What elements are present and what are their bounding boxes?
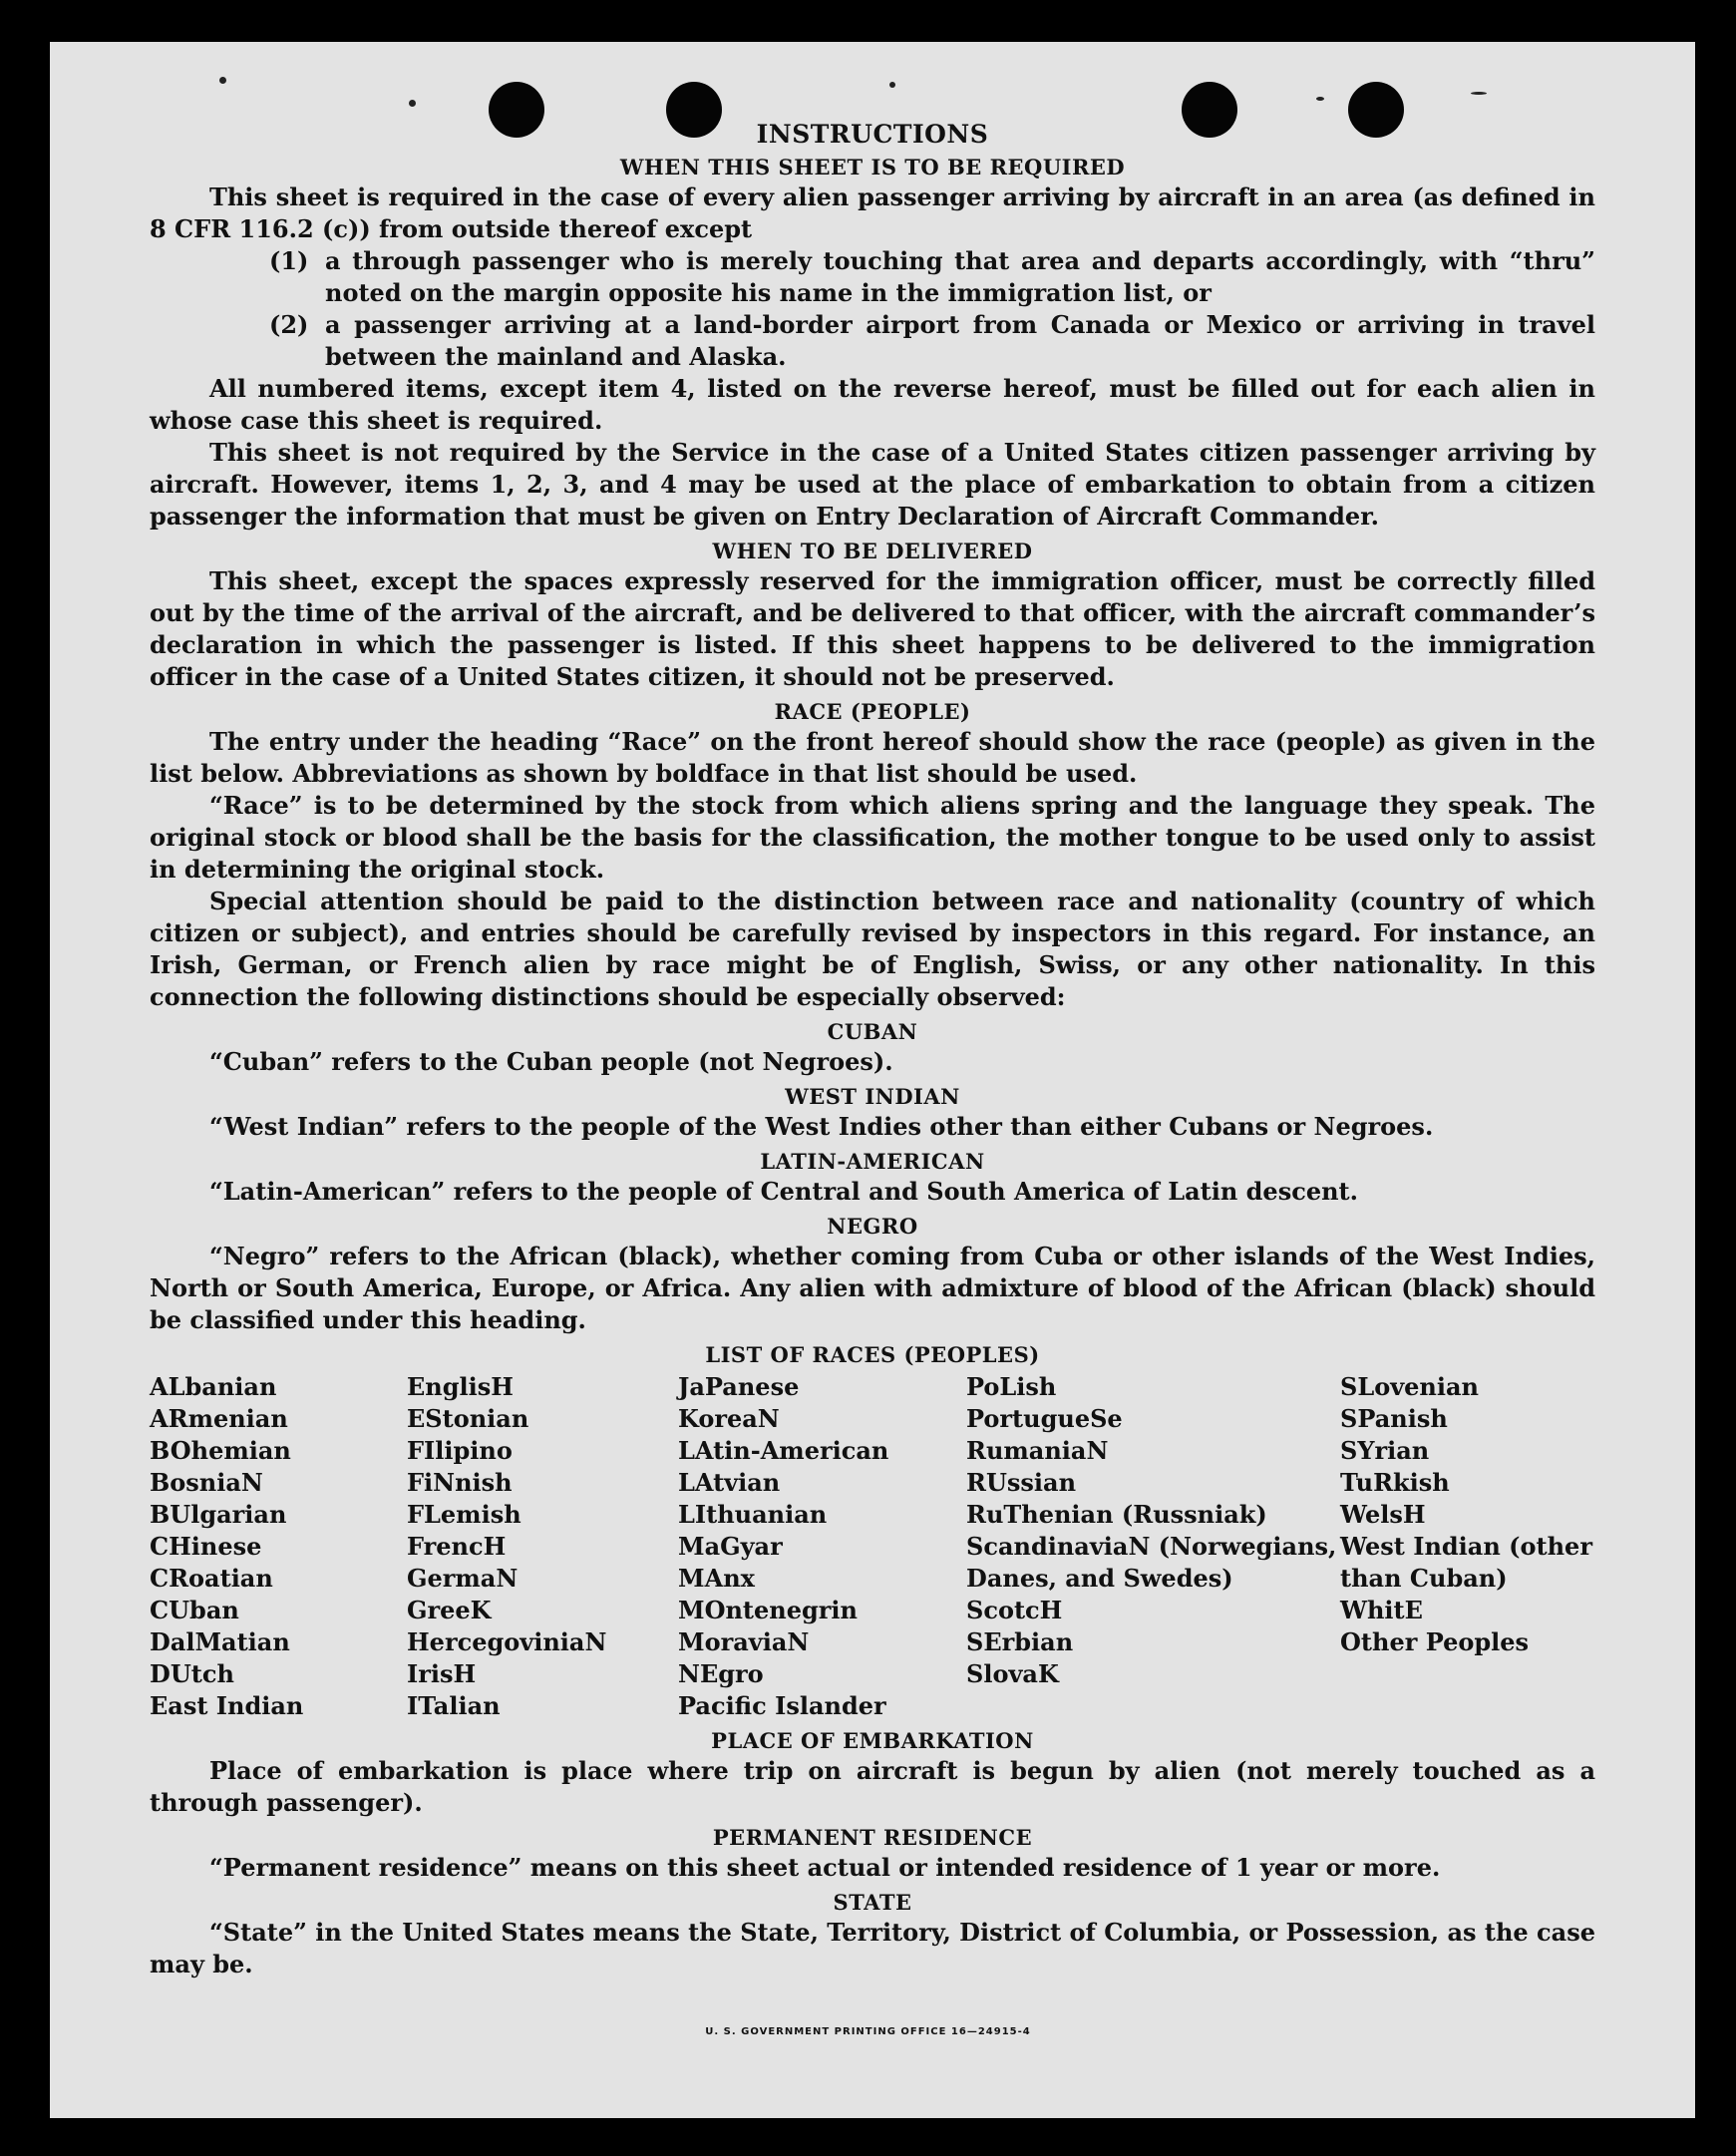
- section-heading-negro: NEGRO: [827, 1214, 918, 1239]
- race-item: JaPanese: [678, 1372, 800, 1401]
- race-item: BosniaN: [150, 1468, 263, 1497]
- page-title: INSTRUCTIONS: [756, 120, 989, 149]
- section-heading-cuban: CUBAN: [827, 1019, 918, 1044]
- race-item: SYrian: [1340, 1436, 1430, 1465]
- race-item: EStonian: [407, 1404, 529, 1433]
- race-item: BUlgarian: [150, 1500, 287, 1529]
- race-item: ALbanian: [150, 1372, 277, 1401]
- race-item: LAtin-American: [678, 1436, 889, 1465]
- race-item: SLovenian: [1340, 1372, 1479, 1401]
- race-item: ARmenian: [150, 1404, 288, 1433]
- race-item: DalMatian: [150, 1627, 290, 1656]
- race-item: SlovaK: [966, 1659, 1059, 1688]
- race-item: GreeK: [407, 1596, 492, 1624]
- race-item: West Indian (other than Cuban): [1340, 1532, 1592, 1593]
- required-intro: This sheet is required in the case of every alien passenger arriving by aircraft in an area (as defined in 8 CFR 116.2 (c)) from outside thereof except: [150, 182, 1595, 243]
- exception-text: a passenger arriving at a land-border airport from Canada or Mexico or arriving in travel between the mainland and Alaska.: [325, 310, 1595, 371]
- cuban-text: “Cuban” refers to the Cuban people (not Negroes).: [209, 1047, 893, 1076]
- section-heading-list-of-races: LIST OF RACES (PEOPLES): [705, 1342, 1040, 1367]
- race-item: MoraviaN: [678, 1627, 810, 1656]
- exception-number: (1): [269, 246, 309, 275]
- race-item: SPanish: [1340, 1404, 1448, 1433]
- race-item: WhitE: [1340, 1596, 1423, 1624]
- race-item: PoLish: [966, 1372, 1057, 1401]
- exception-text: a through passenger who is merely touching that area and departs accordingly, with “thru” noted on the margin opposite his name in the immigration list, or: [325, 246, 1595, 307]
- race-item: WelsH: [1340, 1500, 1426, 1529]
- race-item: East Indian: [150, 1691, 304, 1720]
- race-item: FIlipino: [407, 1436, 513, 1465]
- section-heading-state: STATE: [833, 1890, 912, 1915]
- races-column: [1340, 1371, 1595, 1722]
- delivered-text: This sheet, except the spaces expressly reserved for the immigration officer, must be correctly filled out by the time of the arrival of the aircraft, and be delivered to that officer, with the aircraft commander’s declaration in which the passenger is listed. If this sheet happens to be delivered to the immigration officer in the case of a United States citizen, it should not be preserved.: [150, 566, 1595, 691]
- residence-text: “Permanent residence” means on this sheet actual or intended residence of 1 year or more.: [209, 1853, 1441, 1882]
- section-heading-embarkation: PLACE OF EMBARKATION: [711, 1728, 1034, 1753]
- section-heading-residence: PERMANENT RESIDENCE: [712, 1825, 1033, 1850]
- section-heading-west-indian: WEST INDIAN: [785, 1084, 960, 1109]
- race-item: MAnx: [678, 1564, 755, 1593]
- races-column: [966, 1371, 1340, 1722]
- race-item: RuThenian (Russniak): [966, 1500, 1267, 1529]
- race-item: CHinese: [150, 1532, 262, 1561]
- races-column: [407, 1371, 678, 1722]
- race-item: GermaN: [407, 1564, 519, 1593]
- negro-text: “Negro” refers to the African (black), whether coming from Cuba or other islands of the West Indies, North or South America, Europe, or Africa. Any alien with admixture of blood of the African (black) should be classified under this heading.: [150, 1242, 1595, 1334]
- section-heading-latin-american: LATIN-AMERICAN: [760, 1149, 985, 1174]
- races-column: [150, 1371, 407, 1722]
- race-item: LAtvian: [678, 1468, 781, 1497]
- race-item: Pacific Islander: [678, 1691, 886, 1720]
- exception-item: [269, 245, 1595, 309]
- exception-number: (2): [269, 310, 309, 339]
- instructions-content: [150, 80, 1595, 1980]
- race-item: SErbian: [966, 1627, 1074, 1656]
- race-item: IrisH: [407, 1659, 477, 1688]
- race-para-nationality: Special attention should be paid to the distinction between race and nationality (country of which citizen or subject), and entries should be carefully revised by inspectors in this regard. For instance, an Irish, German, or French alien by race might be of English, Swiss, or any other nationality. In this connection the following distinctions should be especially observed:: [150, 887, 1595, 1011]
- race-item: NEgro: [678, 1659, 764, 1688]
- embarkation-text: Place of embarkation is place where trip on aircraft is begun by alien (not merely touched as a through passenger).: [150, 1756, 1595, 1817]
- race-item: Other Peoples: [1340, 1627, 1530, 1656]
- printing-office-footer: U. S. GOVERNMENT PRINTING OFFICE 16—24915-4: [705, 2026, 1031, 2037]
- races-table: [150, 1371, 1595, 1722]
- race-para-stock: “Race” is to be determined by the stock from which aliens spring and the language they speak. The original stock or blood shall be the basis for the classification, the mother tongue to be used only to assist in determining the original stock.: [150, 791, 1595, 884]
- race-item: FiNnish: [407, 1468, 513, 1497]
- race-item: RUssian: [966, 1468, 1077, 1497]
- race-item: BOhemian: [150, 1436, 291, 1465]
- race-item: ITalian: [407, 1691, 501, 1720]
- section-heading-race: RACE (PEOPLE): [774, 699, 971, 724]
- race-item: TuRkish: [1340, 1468, 1450, 1497]
- race-para-heading: The entry under the heading “Race” on the front hereof should show the race (people) as given in the list below. Abbreviations as shown by boldface in that list should be used.: [150, 727, 1595, 788]
- race-item: ScandinaviaN (Norwegians, Danes, and Swedes): [966, 1532, 1337, 1593]
- race-item: LIthuanian: [678, 1500, 828, 1529]
- race-item: KoreaN: [678, 1404, 780, 1433]
- race-item: FLemish: [407, 1500, 521, 1529]
- latin-american-text: “Latin-American” refers to the people of Central and South America of Latin descent.: [209, 1177, 1358, 1206]
- race-item: RumaniaN: [966, 1436, 1109, 1465]
- race-item: MaGyar: [678, 1532, 783, 1561]
- race-item: MOntenegrin: [678, 1596, 858, 1624]
- section-heading-required: WHEN THIS SHEET IS TO BE REQUIRED: [619, 155, 1126, 180]
- required-para-items: All numbered items, except item 4, listed on the reverse hereof, must be filled out for each alien in whose case this sheet is required.: [150, 374, 1595, 435]
- exception-item: [269, 309, 1595, 373]
- section-heading-delivered: WHEN TO BE DELIVERED: [712, 539, 1033, 563]
- race-item: CRoatian: [150, 1564, 273, 1593]
- race-item: DUtch: [150, 1659, 234, 1688]
- races-column: [678, 1371, 966, 1722]
- required-para-citizen: This sheet is not required by the Service in the case of a United States citizen passenger arriving by aircraft. However, items 1, 2, 3, and 4 may be used at the place of embarkation to obtain from a citizen passenger the information that must be given on Entry Declaration of Aircraft Commander.: [150, 438, 1595, 531]
- race-item: CUban: [150, 1596, 239, 1624]
- race-item: FrencH: [407, 1532, 507, 1561]
- state-text: “State” in the United States means the State, Territory, District of Columbia, or Possession, as the case may be.: [150, 1918, 1595, 1978]
- race-item: EnglisH: [407, 1372, 514, 1401]
- race-item: ScotcH: [966, 1596, 1063, 1624]
- race-item: HercegoviniaN: [407, 1627, 607, 1656]
- race-item: PortugueSe: [966, 1404, 1123, 1433]
- west-indian-text: “West Indian” refers to the people of the West Indies other than either Cubans or Negroes.: [209, 1112, 1434, 1141]
